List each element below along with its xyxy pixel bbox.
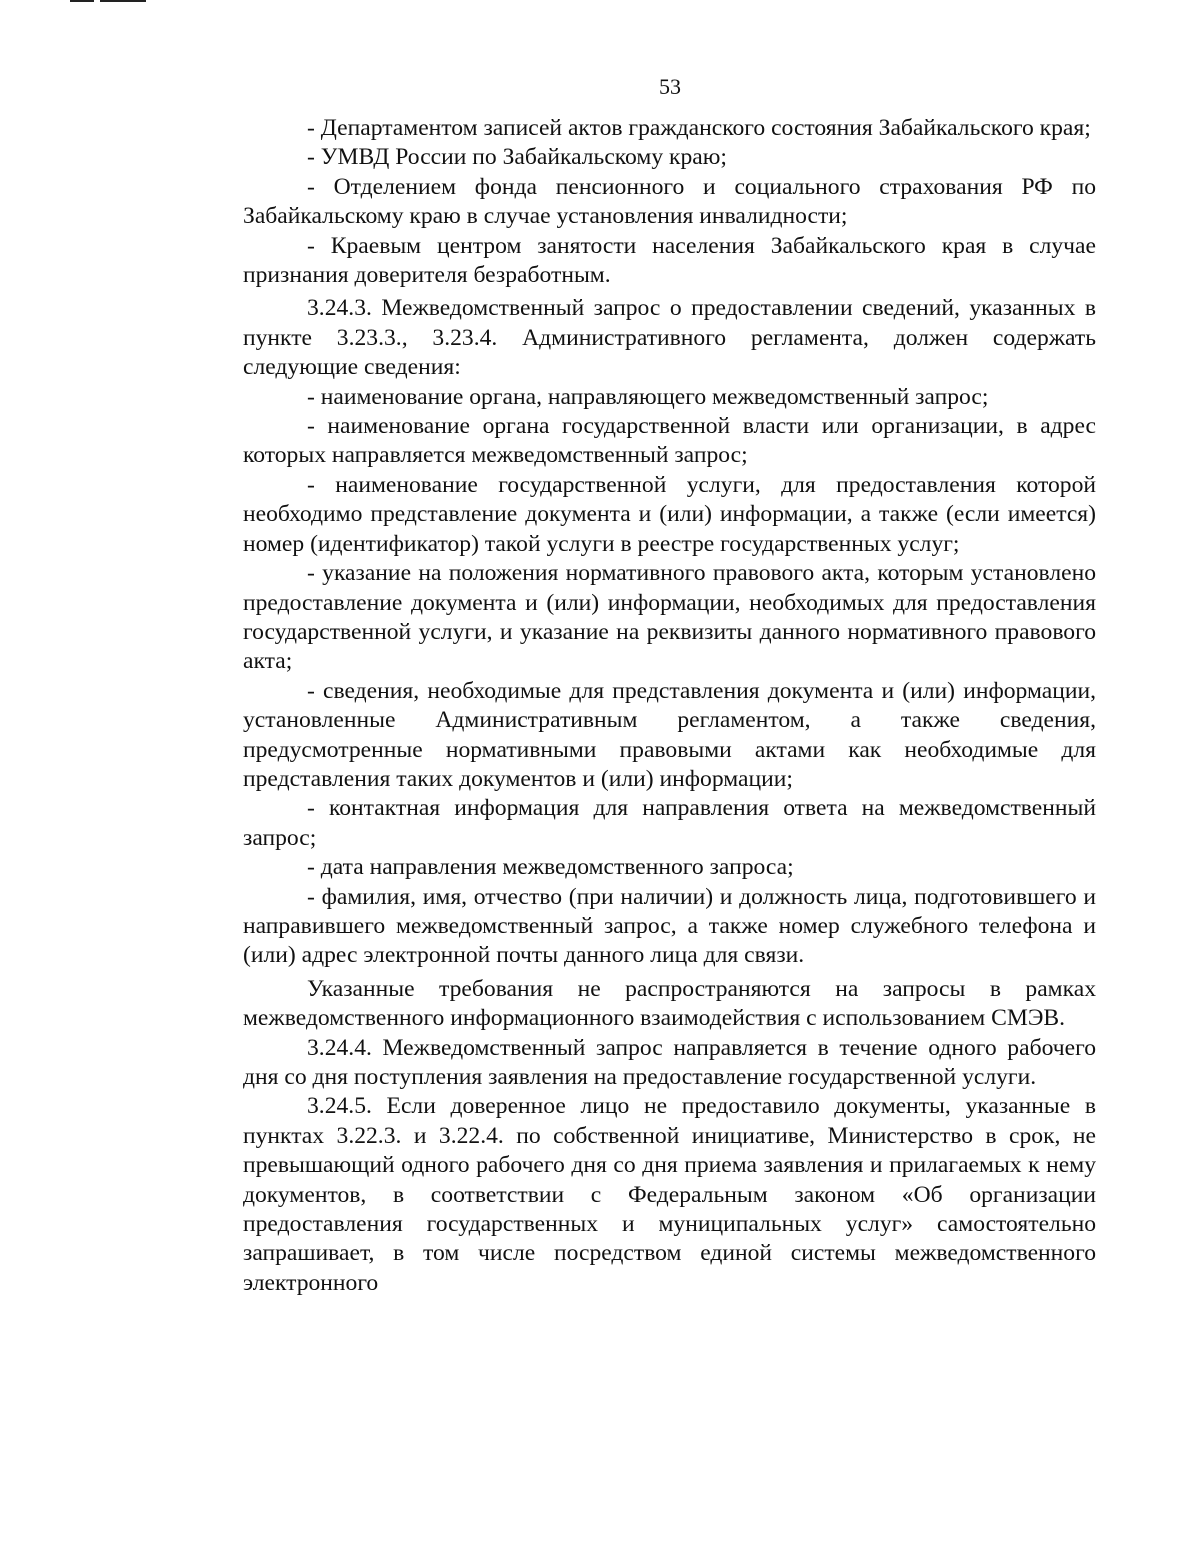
- paragraph-responsible-person: - фамилия, имя, отчество (при наличии) и должность лица, подготовившего и направившего межведомственный запрос, а также номер служебного телефона и (или) адрес электронной почты данного лица для связи.: [243, 883, 1096, 969]
- paragraph-smev-exception: Указанные требования не распространяются на запросы в рамках межведомственного информационного взаимодействия с использованием СМЭВ.: [243, 975, 1096, 1032]
- paragraph-contact-info: - контактная информация для направления ответа на межведомственный запрос;: [243, 795, 1096, 851]
- paragraph-pension-fund: - Отделением фонда пенсионного и социального страхования РФ по Забайкальскому краю в случае установления инвалидности;: [243, 173, 1096, 230]
- paragraph-3-24-4: 3.24.4. Межведомственный запрос направляется в течение одного рабочего дня со дня поступления заявления на предоставление государственной услуги.: [243, 1034, 1096, 1090]
- paragraph-recipient-body: - наименование органа государственной власти или организации, в адрес которых направляется межведомственный запрос;: [243, 413, 1096, 469]
- paragraph-umvd: - УМВД России по Забайкальскому краю;: [307, 144, 727, 171]
- paragraph-zags: - Департаментом записей актов гражданского состояния Забайкальского края;: [307, 115, 1091, 141]
- scan-mark-long: [100, 0, 146, 2]
- scan-mark-short: [70, 0, 94, 2]
- paragraph-request-date: - дата направления межведомственного запроса;: [307, 854, 794, 881]
- paragraph-3-24-5: 3.24.5. Если доверенное лицо не предоставило документы, указанные в пунктах 3.22.3. и 3.22.4. по собственной инициативе, Министерство в срок, не превышающий одного рабочего дня со дня приема заявления и прилагаемых к нему документов, в соответствии с Федеральным законом «Об организации предоставления государственных и муниципальных услуг» самостоятельно запрашивает, в том числе посредством единой системы межведомственного электронного: [243, 1093, 1096, 1296]
- document-body: [243, 114, 1096, 1298]
- scan-edge-mark: [70, 0, 146, 3]
- paragraph-service-name: - наименование государственной услуги, для предоставления которой необходимо представление документа и (или) информации, а также (если имеется) номер (идентификатор) такой услуги в реестре государственных услуг;: [243, 471, 1096, 557]
- paragraph-3-24-3: 3.24.3. Межведомственный запрос о предоставлении сведений, указанных в пункте 3.23.3., 3.23.4. Административного регламента, должен содержать следующие сведения:: [243, 295, 1096, 381]
- page-number: 53: [659, 74, 681, 99]
- paragraph-requesting-body: - наименование органа, направляющего межведомственный запрос;: [307, 383, 989, 410]
- paragraph-required-info: - сведения, необходимые для представления документа и (или) информации, установленные Административным регламентом, а также сведения, предусмотренные нормативными правовыми актами как необходимые для представления таких документов и (или) информации;: [243, 677, 1096, 792]
- paragraph-legal-act: - указание на положения нормативного правового акта, которым установлено предоставление документа и (или) информации, необходимых для предоставления государственной услуги, и указание на реквизиты данного нормативного правового акта;: [243, 560, 1096, 675]
- paragraph-employment-center: - Краевым центром занятости населения Забайкальского края в случае признания доверителя безработным.: [243, 232, 1096, 289]
